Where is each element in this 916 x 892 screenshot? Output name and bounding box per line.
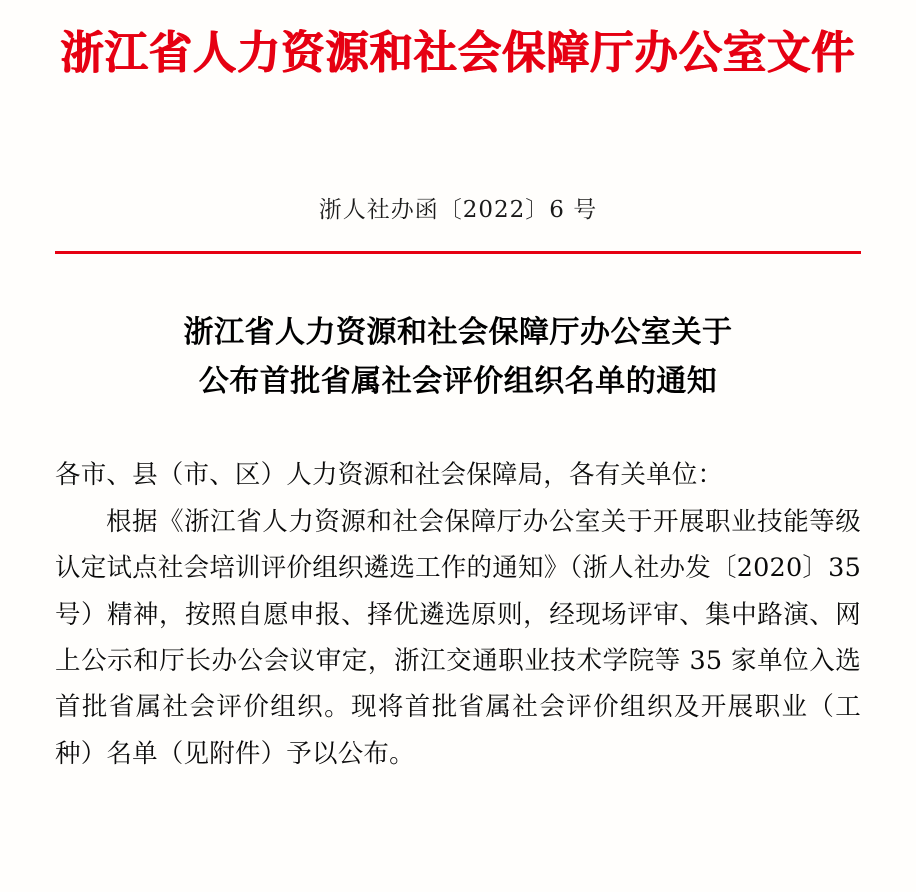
red-divider-rule (55, 251, 861, 254)
document-number: 浙人社办函〔2022〕6 号 (318, 197, 598, 224)
body-paragraph-1: 根据《浙江省人力资源和社会保障厅办公室关于开展职业技能等级认定试点社会培训评价组织遴选工作的通知》（浙人社办发〔2020〕35 号）精神，按照自愿申报、择优遴选原则，经现场评审、集中路演、网上公示和厅长办公会议审定，浙江交通职业技术学院等 35 家单位入选首批省属社会评价组织。现将首批省属社会评价组织及开展职业（工种）名单（见附件）予以公布。 (55, 506, 861, 769)
salutation: 各市、县（市、区）人力资源和社会保障局，各有关单位： (55, 460, 724, 491)
masthead-title: 浙江省人力资源和社会保障厅办公室文件 (60, 26, 856, 79)
document-title-line-1: 浙江省人力资源和社会保障厅办公室关于 (183, 315, 733, 351)
document-number-row (0, 191, 916, 224)
document-title-line-2: 公布首批省属社会评价组织名单的通知 (198, 363, 718, 399)
document-masthead (0, 0, 916, 79)
document-title (93, 309, 823, 406)
document-body (55, 452, 861, 777)
